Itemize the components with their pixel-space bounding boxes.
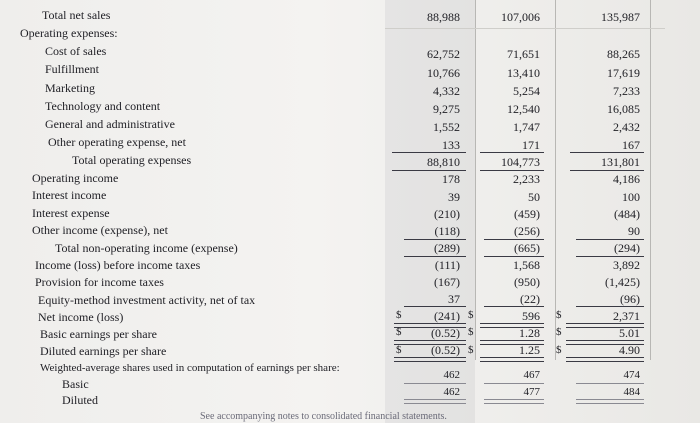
value-technology-content-2: 12,540 [507, 102, 540, 116]
currency-symbol: $ [396, 309, 402, 321]
value-total-non-operating-1: (289) [434, 241, 460, 255]
label-marketing: Marketing [45, 81, 95, 95]
label-other-operating-expense: Other operating expense, net [48, 135, 186, 149]
subtotal-rule [576, 306, 644, 307]
shares-rule [404, 383, 466, 384]
shares-rule [576, 383, 644, 384]
label-income-before-taxes: Income (loss) before income taxes [35, 258, 201, 272]
value-marketing-3: 7,233 [613, 84, 640, 98]
label-technology-content: Technology and content [45, 99, 161, 113]
value-marketing-2: 5,254 [513, 84, 540, 98]
subtotal-rule [484, 239, 544, 240]
value-total-net-sales-3: 135,987 [601, 10, 640, 24]
currency-symbol: $ [556, 326, 562, 338]
label-total-non-operating: Total non-operating income (expense) [55, 241, 238, 255]
label-total-net-sales: Total net sales [42, 8, 111, 22]
value-other-income-3: 90 [628, 224, 640, 238]
value-provision-income-taxes-3: (1,425) [605, 275, 640, 289]
subtotal-rule [404, 306, 466, 307]
value-technology-content-1: 9,275 [433, 102, 460, 116]
currency-symbol: $ [468, 309, 474, 321]
value-net-income-1: (241) [434, 309, 460, 323]
value-basic-shares-2: 467 [523, 369, 540, 381]
value-diluted-eps-3: 4.90 [619, 343, 640, 357]
value-interest-expense-3: (484) [614, 207, 640, 221]
subtotal-rule [404, 239, 466, 240]
value-basic-shares-3: 474 [623, 369, 640, 381]
value-cost-of-sales-1: 62,752 [427, 47, 460, 61]
value-equity-method-2: (22) [520, 292, 540, 306]
currency-symbol: $ [468, 344, 474, 356]
value-interest-income-1: 39 [448, 190, 460, 204]
value-operating-income-2: 2,233 [513, 172, 540, 186]
value-total-non-operating-3: (294) [614, 241, 640, 255]
footer-note: See accompanying notes to consolidated financial statements. [200, 411, 447, 422]
label-other-income: Other income (expense), net [32, 223, 168, 237]
label-net-income: Net income (loss) [38, 310, 124, 324]
label-provision-income-taxes: Provision for income taxes [35, 275, 164, 289]
label-operating-income: Operating income [32, 171, 119, 185]
column-divider [555, 0, 556, 360]
value-interest-income-2: 50 [528, 190, 540, 204]
value-total-operating-expenses-1: 88,810 [427, 155, 460, 169]
value-basic-eps-1: (0.52) [431, 326, 460, 340]
currency-symbol: $ [556, 309, 562, 321]
value-basic-eps-2: 1.28 [519, 326, 540, 340]
total-double-rule [576, 399, 644, 404]
value-provision-income-taxes-1: (167) [434, 275, 460, 289]
value-basic-eps-3: 5.01 [619, 326, 640, 340]
currency-symbol: $ [396, 344, 402, 356]
label-basic-shares: Basic [62, 377, 89, 391]
subtotal-rule [484, 306, 544, 307]
header-divider [385, 28, 665, 29]
label-weighted-shares: Weighted-average shares used in computation of earnings per share: [40, 362, 340, 374]
value-total-net-sales-2: 107,006 [501, 10, 540, 24]
label-general-admin: General and administrative [45, 117, 175, 131]
value-operating-income-1: 178 [442, 172, 460, 186]
label-cost-of-sales: Cost of sales [45, 44, 107, 58]
total-double-rule [566, 357, 644, 362]
value-equity-method-3: (96) [620, 292, 640, 306]
value-interest-expense-1: (210) [434, 207, 460, 221]
value-diluted-shares-2: 477 [523, 386, 540, 398]
subtotal-rule [576, 256, 644, 257]
subtotal-rule [484, 256, 544, 257]
value-interest-expense-2: (459) [514, 207, 540, 221]
value-total-operating-expenses-2: 104,773 [501, 155, 540, 169]
label-fulfillment: Fulfillment [45, 62, 99, 76]
label-diluted-shares: Diluted [62, 393, 98, 407]
total-double-rule [484, 399, 544, 404]
value-total-non-operating-2: (665) [514, 241, 540, 255]
value-general-admin-2: 1,747 [513, 120, 540, 134]
value-marketing-1: 4,332 [433, 84, 460, 98]
value-cost-of-sales-3: 88,265 [607, 47, 640, 61]
value-diluted-eps-2: 1.25 [519, 343, 540, 357]
value-other-operating-expense-1: 133 [442, 138, 460, 152]
subtotal-rule [404, 256, 466, 257]
value-general-admin-1: 1,552 [433, 120, 460, 134]
currency-symbol: $ [396, 326, 402, 338]
currency-symbol: $ [468, 326, 474, 338]
subtotal-rule [570, 152, 644, 153]
label-total-operating-expenses: Total operating expenses [72, 153, 192, 167]
value-other-income-2: (256) [514, 224, 540, 238]
value-diluted-eps-1: (0.52) [431, 343, 460, 357]
value-cost-of-sales-2: 71,651 [507, 47, 540, 61]
value-total-net-sales-1: 88,988 [427, 10, 460, 24]
total-double-rule [480, 357, 544, 362]
value-diluted-shares-1: 462 [443, 386, 460, 398]
label-diluted-eps: Diluted earnings per share [40, 344, 167, 358]
value-equity-method-1: 37 [448, 292, 460, 306]
value-technology-content-3: 16,085 [607, 102, 640, 116]
column-divider [475, 0, 476, 360]
label-operating-expenses: Operating expenses: [20, 26, 118, 40]
value-fulfillment-3: 17,619 [607, 66, 640, 80]
subtotal-rule [392, 152, 466, 153]
column-divider [650, 0, 651, 360]
value-basic-shares-1: 462 [443, 369, 460, 381]
label-basic-eps: Basic earnings per share [40, 327, 157, 341]
currency-symbol: $ [556, 344, 562, 356]
value-net-income-3: 2,371 [613, 309, 640, 323]
total-double-rule [404, 399, 466, 404]
label-equity-method: Equity-method investment activity, net of tax [38, 293, 256, 307]
value-total-operating-expenses-3: 131,801 [601, 155, 640, 169]
total-double-rule [394, 357, 466, 362]
subtotal-rule [392, 170, 466, 171]
value-income-before-taxes-2: 1,568 [513, 258, 540, 272]
value-provision-income-taxes-2: (950) [514, 275, 540, 289]
value-fulfillment-1: 10,766 [427, 66, 460, 80]
value-general-admin-3: 2,432 [613, 120, 640, 134]
subtotal-rule [570, 170, 644, 171]
value-other-income-1: (118) [434, 224, 460, 238]
value-interest-income-3: 100 [622, 190, 640, 204]
subtotal-rule [576, 239, 644, 240]
value-fulfillment-2: 13,410 [507, 66, 540, 80]
value-income-before-taxes-3: 3,892 [613, 258, 640, 272]
shares-rule [484, 383, 544, 384]
value-other-operating-expense-2: 171 [522, 138, 540, 152]
value-net-income-2: 596 [522, 309, 540, 323]
value-other-operating-expense-3: 167 [622, 138, 640, 152]
value-income-before-taxes-1: (111) [434, 258, 460, 272]
value-operating-income-3: 4,186 [613, 172, 640, 186]
label-interest-income: Interest income [32, 188, 107, 202]
value-diluted-shares-3: 484 [623, 386, 640, 398]
subtotal-rule [480, 170, 544, 171]
subtotal-rule [480, 152, 544, 153]
label-interest-expense: Interest expense [32, 206, 110, 220]
